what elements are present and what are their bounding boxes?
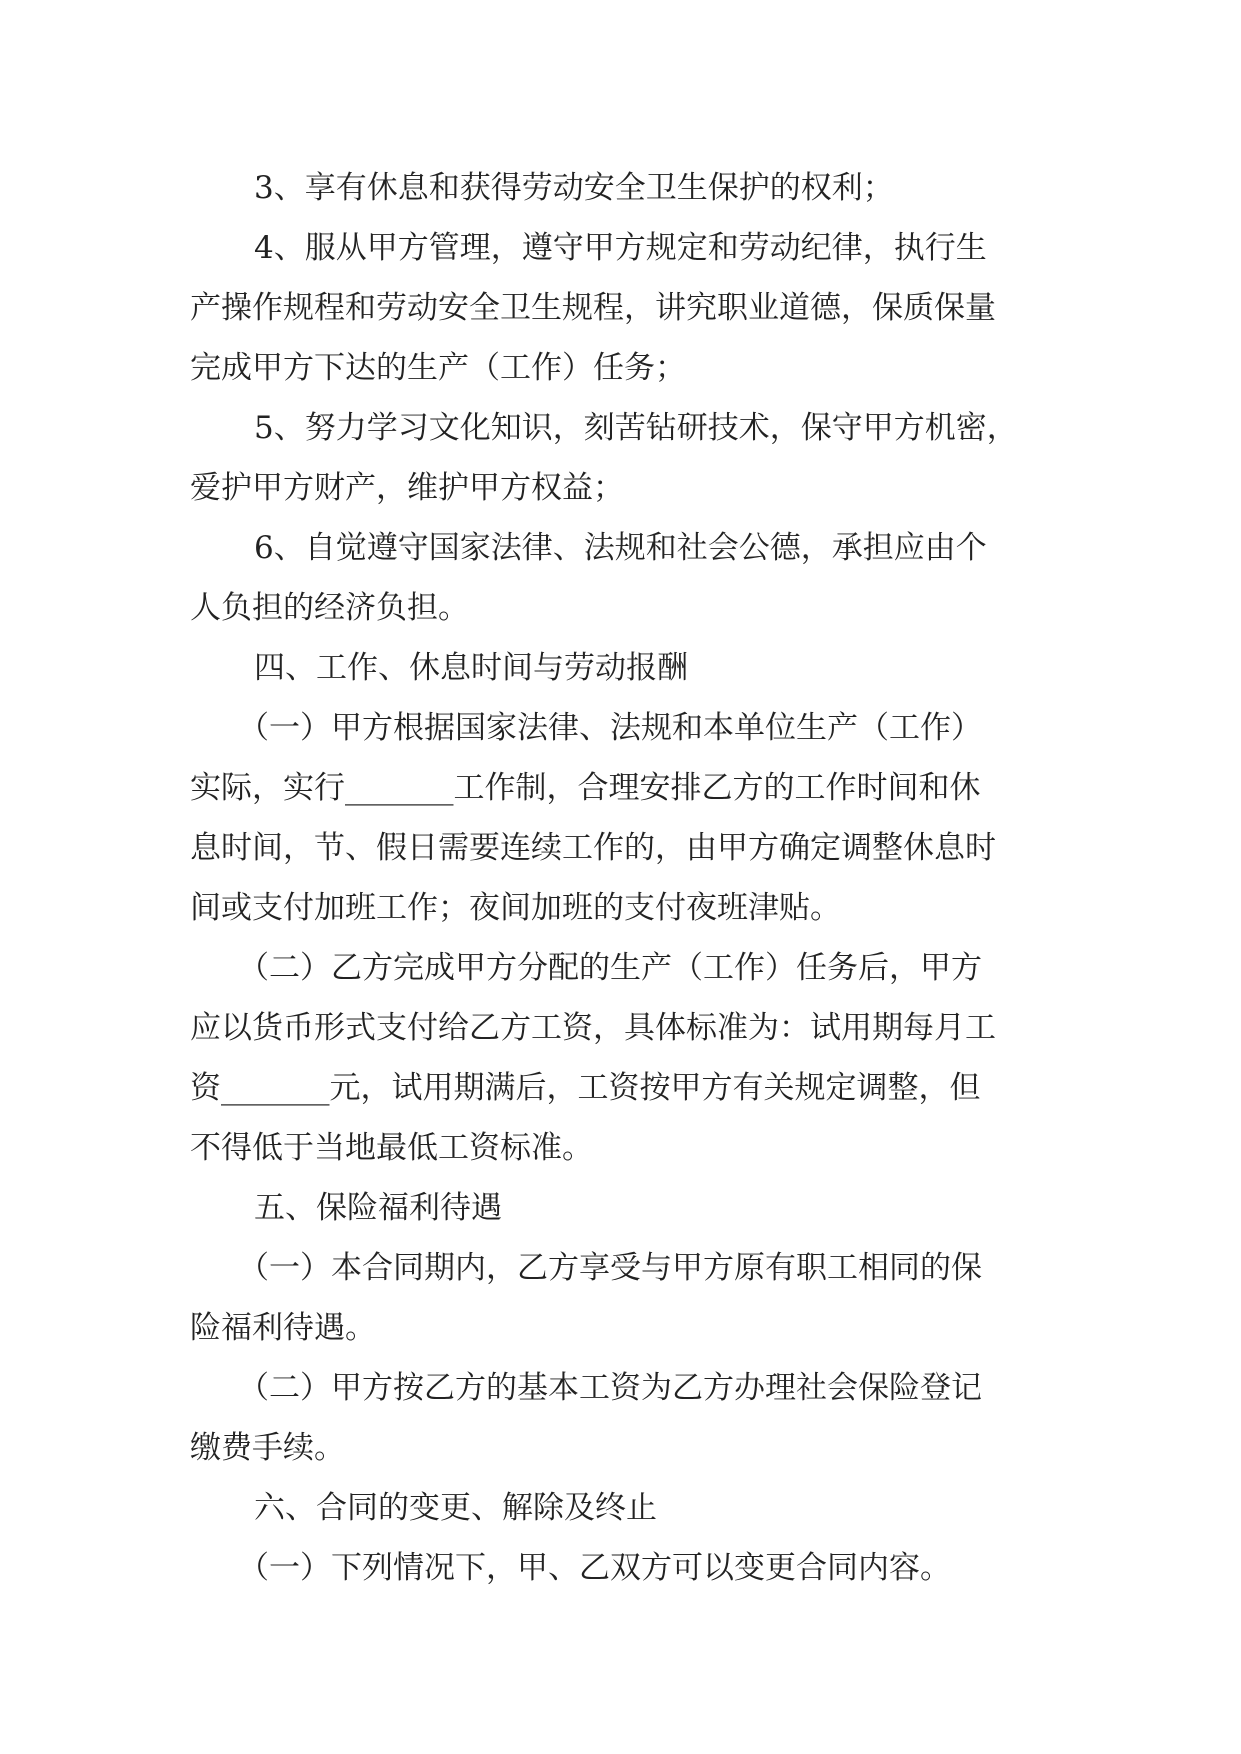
paragraph-line: 5、努力学习文化知识，刻苦钻研技术，保守甲方机密， — [254, 410, 1018, 446]
paragraph-line: 应以货币形式支付给乙方工资，具体标准为：试用期每月工 — [190, 1010, 996, 1046]
paragraph-line: 爱护甲方财产，维护甲方权益； — [190, 470, 624, 506]
section-heading: 五、保险福利待遇 — [254, 1190, 502, 1226]
paragraph-line: （一）甲方根据国家法律、法规和本单位生产（工作） — [238, 710, 982, 746]
paragraph-line: 间或支付加班工作；夜间加班的支付夜班津贴。 — [190, 890, 841, 926]
paragraph-line: （二）甲方按乙方的基本工资为乙方办理社会保险登记 — [238, 1370, 982, 1406]
paragraph-line: 完成甲方下达的生产（工作）任务； — [190, 350, 686, 386]
paragraph-line: （一）本合同期内，乙方享受与甲方原有职工相同的保 — [238, 1250, 982, 1286]
paragraph-line: （二）乙方完成甲方分配的生产（工作）任务后，甲方 — [238, 950, 982, 986]
paragraph-line: 息时间，节、假日需要连续工作的，由甲方确定调整休息时 — [190, 830, 996, 866]
paragraph-line: 缴费手续。 — [190, 1430, 345, 1466]
document-body — [190, 158, 1050, 1598]
paragraph-line: 3、享有休息和获得劳动安全卫生保护的权利； — [254, 170, 894, 206]
paragraph-line: 产操作规程和劳动安全卫生规程，讲究职业道德，保质保量 — [190, 290, 996, 326]
paragraph-line: 4、服从甲方管理，遵守甲方规定和劳动纪律，执行生 — [254, 230, 987, 266]
paragraph-line: 不得低于当地最低工资标准。 — [190, 1130, 593, 1166]
section-heading: 六、合同的变更、解除及终止 — [254, 1490, 657, 1526]
paragraph-line: 险福利待遇。 — [190, 1310, 376, 1346]
section-heading: 四、工作、休息时间与劳动报酬 — [254, 650, 688, 686]
paragraph-line: 资_______元，试用期满后，工资按甲方有关规定调整，但 — [190, 1070, 981, 1106]
paragraph-line: （一）下列情况下，甲、乙双方可以变更合同内容。 — [238, 1550, 951, 1586]
paragraph-line: 人负担的经济负担。 — [190, 590, 469, 626]
paragraph-line: 实际，实行_______工作制，合理安排乙方的工作时间和休 — [190, 770, 981, 806]
paragraph-line: 6、自觉遵守国家法律、法规和社会公德，承担应由个 — [254, 530, 987, 566]
